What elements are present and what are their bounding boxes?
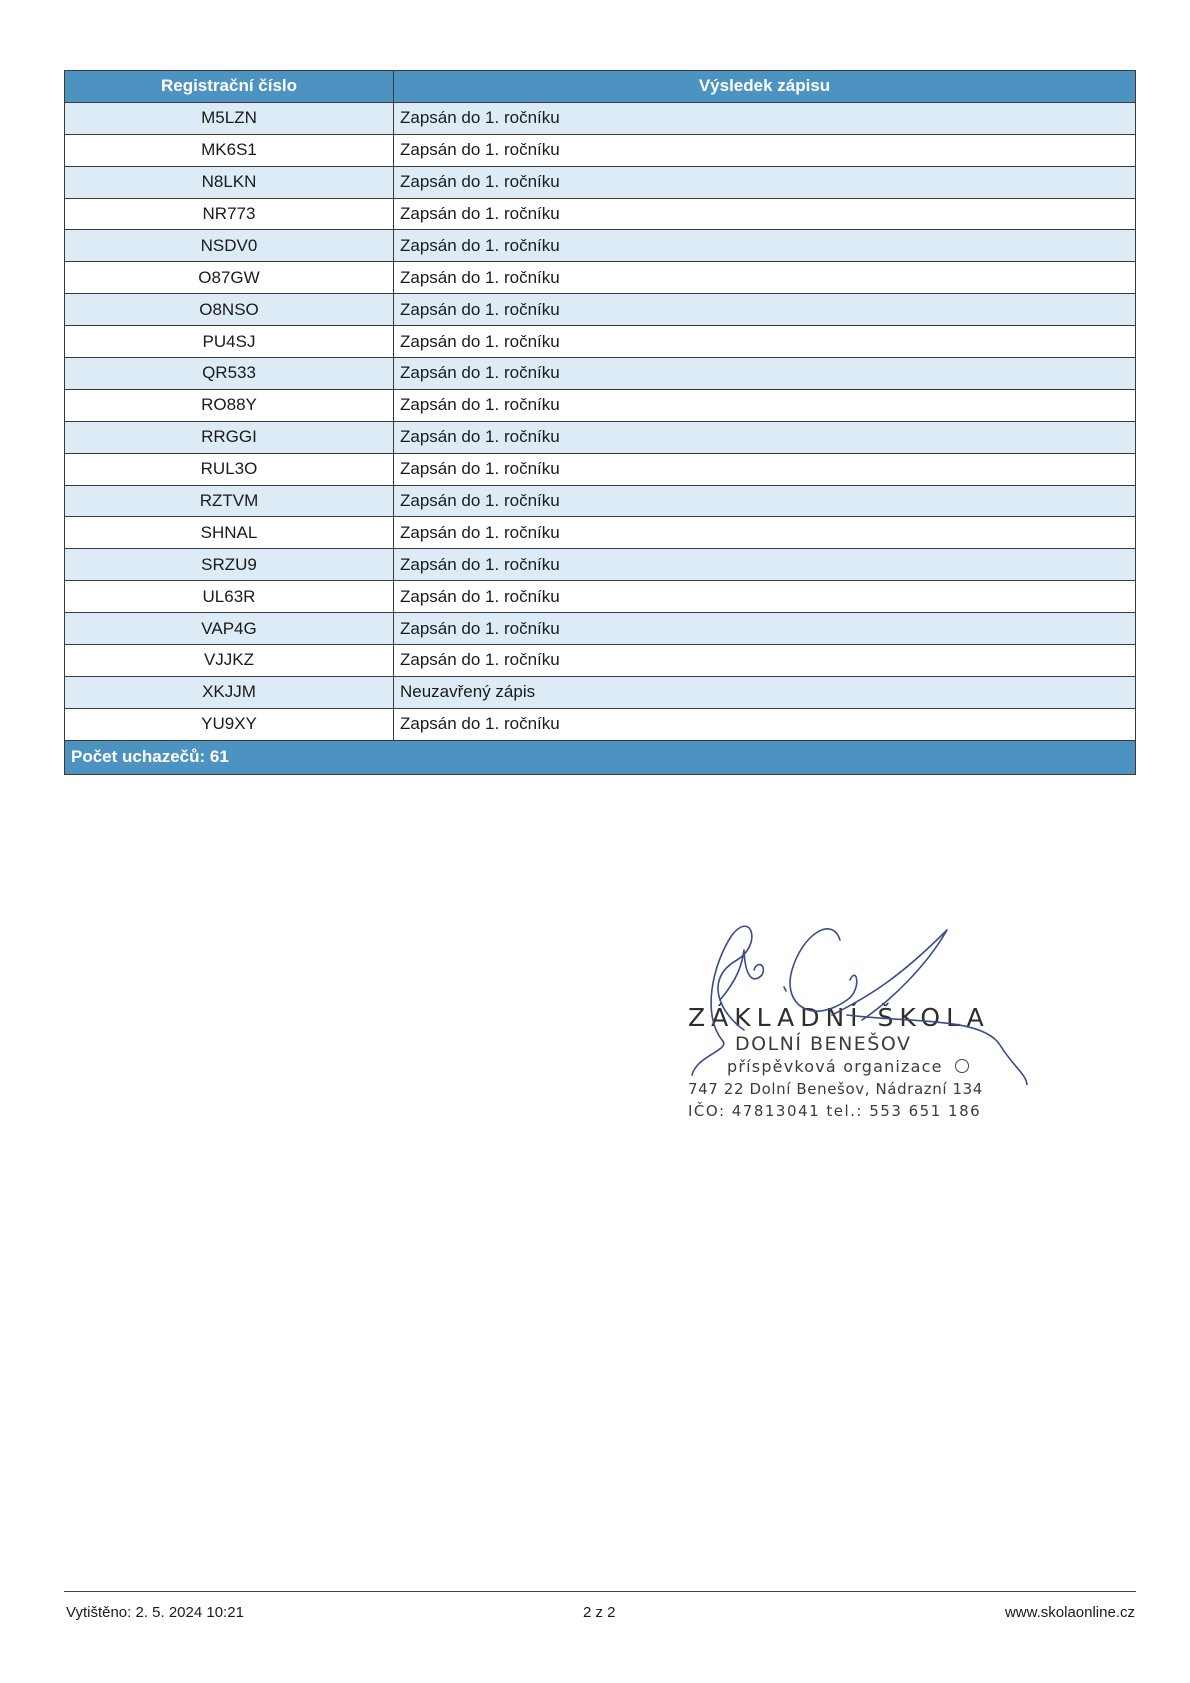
registration-number-cell: O8NSO: [65, 294, 394, 326]
registration-number-cell: YU9XY: [65, 708, 394, 740]
header-registration-number: Registrační číslo: [65, 71, 394, 103]
registration-number-cell: PU4SJ: [65, 326, 394, 358]
table-row: [65, 166, 1136, 198]
enrollment-result-cell: Zapsán do 1. ročníku: [394, 549, 1136, 581]
table-footer-row: [65, 740, 1136, 774]
enrollment-result-cell: Zapsán do 1. ročníku: [394, 358, 1136, 390]
enrollment-result-cell: Zapsán do 1. ročníku: [394, 134, 1136, 166]
enrollment-result-cell: Zapsán do 1. ročníku: [394, 453, 1136, 485]
enrollment-result-cell: Zapsán do 1. ročníku: [394, 389, 1136, 421]
stamp-ico-phone: IČO: 47813041 tel.: 553 651 186: [688, 1102, 982, 1120]
enrollment-result-cell: Zapsán do 1. ročníku: [394, 421, 1136, 453]
registration-number-cell: XKJJM: [65, 676, 394, 708]
enrollment-result-cell: Neuzavřený zápis: [394, 676, 1136, 708]
table-row: [65, 230, 1136, 262]
stamp-org-type: příspěvková organizace: [727, 1057, 943, 1076]
enrollment-result-cell: Zapsán do 1. ročníku: [394, 230, 1136, 262]
table-row: [65, 134, 1136, 166]
registration-number-cell: RO88Y: [65, 389, 394, 421]
website-link[interactable]: www.skolaonline.cz: [1004, 1604, 1135, 1621]
enrollment-result-cell: Zapsán do 1. ročníku: [394, 613, 1136, 645]
table-body: [65, 102, 1136, 740]
table-row: [65, 358, 1136, 390]
table-row: [65, 453, 1136, 485]
table-row: [65, 613, 1136, 645]
table-row: [65, 676, 1136, 708]
table-row: [65, 485, 1136, 517]
table-row: [65, 326, 1136, 358]
enrollment-result-cell: Zapsán do 1. ročníku: [394, 166, 1136, 198]
table-row: [65, 517, 1136, 549]
enrollment-result-cell: Zapsán do 1. ročníku: [394, 294, 1136, 326]
registration-number-cell: SRZU9: [65, 549, 394, 581]
footer-divider: [64, 1591, 1136, 1592]
table-row: [65, 389, 1136, 421]
table-row: [65, 708, 1136, 740]
enrollment-result-cell: Zapsán do 1. ročníku: [394, 326, 1136, 358]
registration-number-cell: RZTVM: [65, 485, 394, 517]
stamp-address: 747 22 Dolní Benešov, Nádrazní 134: [688, 1080, 983, 1098]
page-number: 2 z 2: [583, 1604, 616, 1621]
registration-number-cell: RUL3O: [65, 453, 394, 485]
registration-number-cell: NSDV0: [65, 230, 394, 262]
registration-number-cell: SHNAL: [65, 517, 394, 549]
enrollment-result-cell: Zapsán do 1. ročníku: [394, 198, 1136, 230]
registration-number-cell: VAP4G: [65, 613, 394, 645]
registration-number-cell: O87GW: [65, 262, 394, 294]
registration-number-cell: MK6S1: [65, 134, 394, 166]
results-table: [64, 70, 1136, 775]
registration-number-cell: UL63R: [65, 581, 394, 613]
table-row: [65, 581, 1136, 613]
table-row: [65, 198, 1136, 230]
stamp-circle-icon: [955, 1059, 969, 1073]
registration-number-cell: RRGGI: [65, 421, 394, 453]
registration-number-cell: QR533: [65, 358, 394, 390]
enrollment-result-cell: Zapsán do 1. ročníku: [394, 102, 1136, 134]
printed-timestamp: Vytištěno: 2. 5. 2024 10:21: [66, 1604, 244, 1621]
registration-number-cell: NR773: [65, 198, 394, 230]
enrollment-result-cell: Zapsán do 1. ročníku: [394, 262, 1136, 294]
stamp-school-name: ZÁKLADNÍ ŠKOLA: [688, 1003, 990, 1032]
stamp-town: DOLNÍ BENEŠOV: [735, 1033, 912, 1055]
header-enrollment-result: Výsledek zápisu: [394, 71, 1136, 103]
table-row: [65, 645, 1136, 677]
table-header-row: [65, 71, 1136, 103]
registration-number-cell: M5LZN: [65, 102, 394, 134]
table-row: [65, 421, 1136, 453]
table-row: [65, 294, 1136, 326]
enrollment-result-cell: Zapsán do 1. ročníku: [394, 485, 1136, 517]
applicant-count: Počet uchazečů: 61: [65, 740, 1136, 774]
enrollment-result-cell: Zapsán do 1. ročníku: [394, 517, 1136, 549]
registration-number-cell: VJJKZ: [65, 645, 394, 677]
enrollment-result-cell: Zapsán do 1. ročníku: [394, 645, 1136, 677]
table-row: [65, 102, 1136, 134]
registration-number-cell: N8LKN: [65, 166, 394, 198]
enrollment-result-cell: Zapsán do 1. ročníku: [394, 581, 1136, 613]
enrollment-result-cell: Zapsán do 1. ročníku: [394, 708, 1136, 740]
school-stamp: [682, 905, 1112, 1135]
table-row: [65, 549, 1136, 581]
table-row: [65, 262, 1136, 294]
